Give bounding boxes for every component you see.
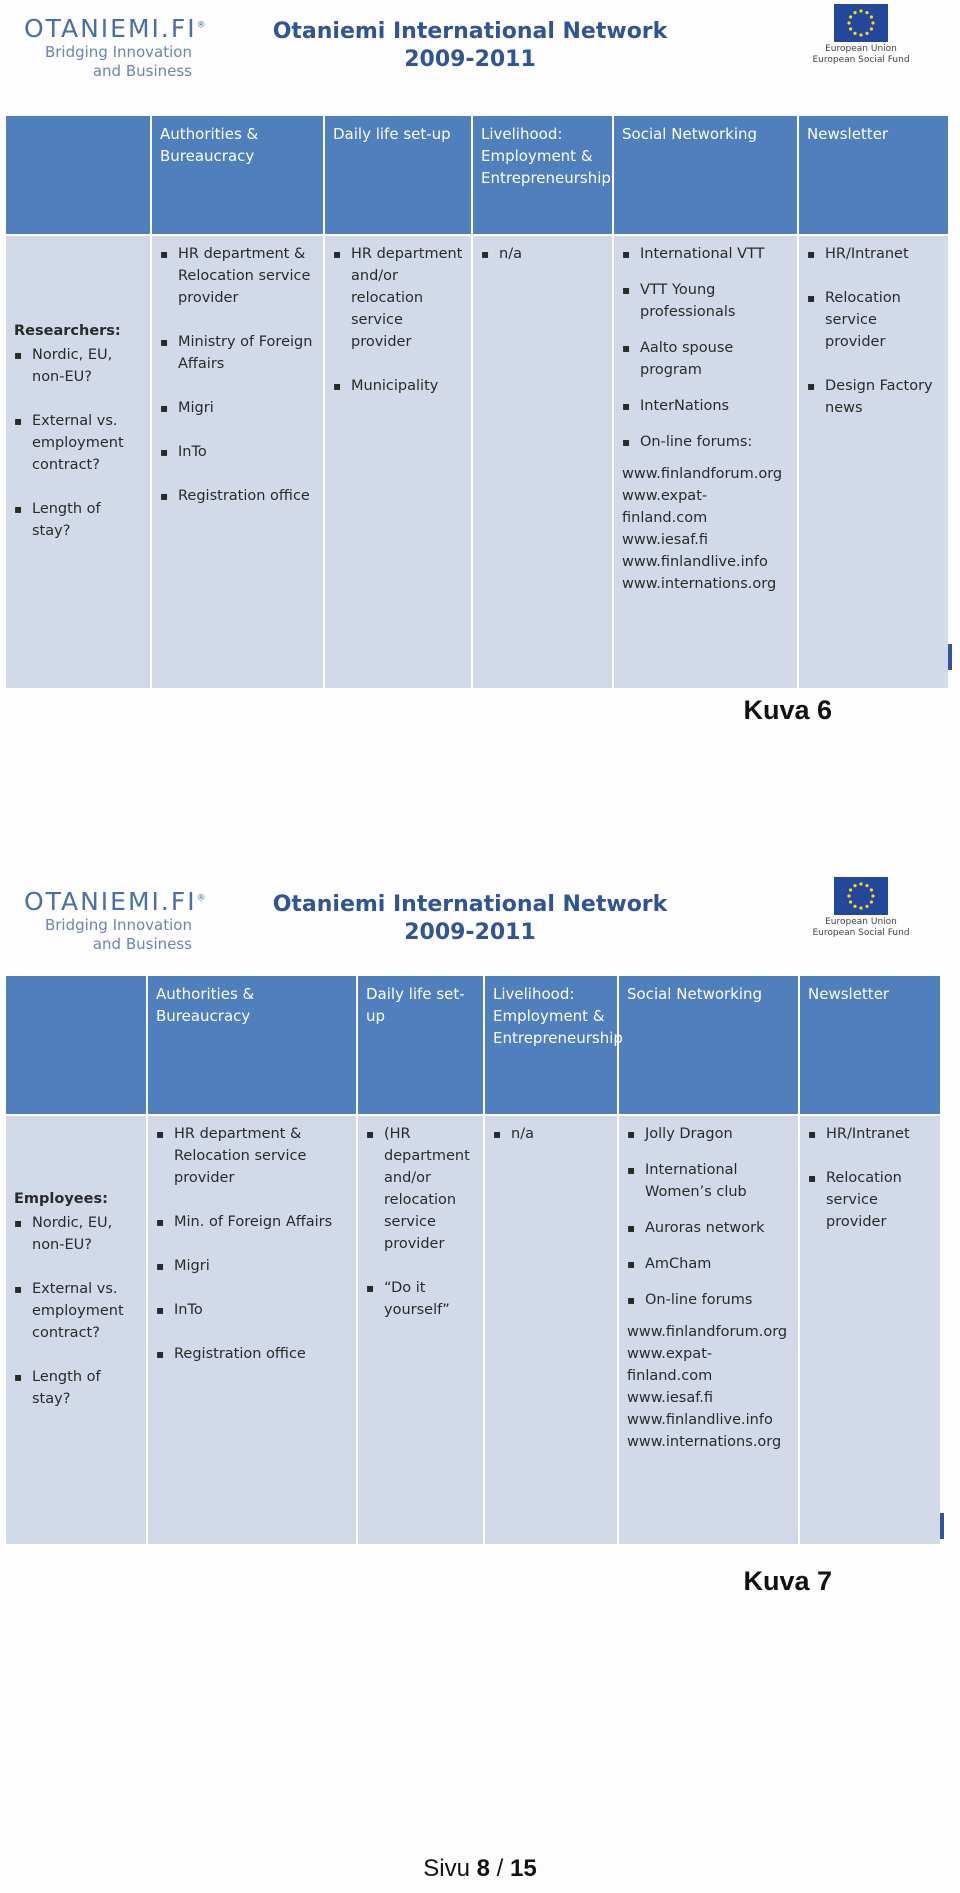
list-item: ▪ On-line forums: [622, 431, 789, 453]
cell-newsletter [798, 235, 949, 689]
list-item: ▪ Min. of Foreign Affairs [156, 1211, 348, 1233]
forum-link: www.expat-finland.com [627, 1346, 713, 1384]
forum-link: www.internations.org [622, 576, 777, 592]
forum-link: www.finlandlive.info [627, 1412, 773, 1428]
otaniemi-logo [24, 887, 206, 954]
otaniemi-logo [24, 14, 206, 81]
slide-kuva-6 [0, 0, 960, 725]
cell-daily-life [357, 1115, 484, 1545]
page-label: Sivu [423, 1855, 470, 1882]
col-livelihood: Livelihood: Employment & Entrepreneurship [484, 975, 618, 1115]
list-item: ▪ HR department and/or relocation service provider [333, 243, 463, 353]
list-item: ▪ International Women’s club [627, 1159, 790, 1203]
eu-flag-icon [834, 877, 888, 915]
network-title [250, 891, 690, 947]
forum-link: www.expat-finland.com [622, 488, 708, 526]
list-item: ▪ Relocation service provider [808, 1167, 932, 1233]
list-item: ▪ InTo [160, 441, 315, 463]
list-item: ▪ External vs. employment contract? [14, 1278, 138, 1344]
network-title [250, 18, 690, 74]
list-item: ▪ Relocation service provider [807, 287, 940, 353]
slide-edge-marker [948, 644, 952, 670]
list-item: ▪ n/a [493, 1123, 609, 1145]
list-item: ▪ Registration office [156, 1343, 348, 1365]
list-item: ▪ HR department & Relocation service provider [156, 1123, 348, 1189]
total-pages: 15 [510, 1855, 537, 1882]
eu-label: European Union [825, 44, 897, 54]
cell-livelihood [484, 1115, 618, 1545]
list-item: ▪ HR/Intranet [807, 243, 940, 265]
list-item: ▪ International VTT [622, 243, 789, 265]
network-years: 2009-2011 [404, 47, 536, 72]
row-title: Employees: [14, 1191, 108, 1207]
col-social-networking: Social Networking [618, 975, 799, 1115]
current-page: 8 [476, 1855, 490, 1882]
matrix-body-row [5, 235, 949, 689]
list-item: ▪ Migri [160, 397, 315, 419]
list-item: ▪ Auroras network [627, 1217, 790, 1239]
matrix-body-row [5, 1115, 941, 1545]
network-title-text: Otaniemi International Network [272, 19, 668, 44]
page-footer [0, 1855, 960, 1883]
logo-mark: ® [196, 20, 206, 31]
col-social-networking: Social Networking [613, 115, 798, 235]
list-item: ▪ “Do it yourself” [366, 1277, 475, 1321]
forum-link: www.iesaf.fi [627, 1390, 714, 1406]
cell-livelihood [472, 235, 613, 689]
list-item: ▪ InterNations [622, 395, 789, 417]
eu-label: European Union [825, 917, 897, 927]
col-newsletter: Newsletter [799, 975, 941, 1115]
logo-tagline-2: and Business [92, 935, 192, 953]
list-item: ▪ Municipality [333, 375, 463, 397]
forum-links [627, 1321, 790, 1453]
figure-caption: Kuva 7 [743, 1566, 832, 1596]
logo-main-text: OTANIEMI.FI [24, 887, 197, 916]
list-item: ▪ n/a [481, 243, 604, 265]
slide-kuva-7 [0, 873, 960, 1596]
list-item: ▪ Length of stay? [14, 1366, 138, 1410]
list-item: ▪ Ministry of Foreign Affairs [160, 331, 315, 375]
list-item: ▪ Registration office [160, 485, 315, 507]
col-authorities: Authorities & Bureaucracy [151, 115, 324, 235]
figure-caption: Kuva 6 [743, 695, 832, 725]
forum-links [622, 463, 789, 595]
forum-link: www.finlandforum.org [622, 466, 783, 482]
employees-matrix [4, 974, 942, 1546]
logo-mark: ® [196, 893, 206, 904]
list-item: ▪ InTo [156, 1299, 348, 1321]
page-separator: / [496, 1855, 504, 1882]
cell-social-networking [618, 1115, 799, 1545]
network-title-text: Otaniemi International Network [272, 892, 668, 917]
row-label-employees [5, 1115, 147, 1545]
matrix-header-row [5, 115, 949, 235]
col-daily-life: Daily life set-up [324, 115, 472, 235]
cell-authorities [151, 235, 324, 689]
matrix-header-row [5, 975, 941, 1115]
list-item: ▪ HR department & Relocation service provider [160, 243, 315, 309]
list-item: ▪ AmCham [627, 1253, 790, 1275]
researchers-matrix [4, 114, 950, 690]
list-item: ▪ Aalto spouse program [622, 337, 789, 381]
list-item: ▪ Migri [156, 1255, 348, 1277]
col-authorities: Authorities & Bureaucracy [147, 975, 357, 1115]
eu-flag-icon [834, 4, 888, 42]
cell-newsletter [799, 1115, 941, 1545]
forum-link: www.finlandforum.org [627, 1324, 788, 1340]
logo-tagline-1: Bridging Innovation [44, 916, 192, 934]
list-item: ▪ External vs. employment contract? [14, 410, 142, 476]
network-years: 2009-2011 [404, 920, 536, 945]
row-label-researchers [5, 235, 151, 689]
eu-emblem [806, 877, 916, 939]
cell-social-networking [613, 235, 798, 689]
cell-daily-life [324, 235, 472, 689]
forum-link: www.internations.org [627, 1434, 782, 1450]
forum-link: www.finlandlive.info [622, 554, 768, 570]
list-item: ▪ Jolly Dragon [627, 1123, 790, 1145]
logo-tagline-2: and Business [92, 62, 192, 80]
header-empty-cell [5, 975, 147, 1115]
eu-emblem [806, 4, 916, 66]
list-item: ▪ (HR department and/or relocation service provider [366, 1123, 475, 1255]
forum-link: www.iesaf.fi [622, 532, 709, 548]
esf-label: European Social Fund [812, 55, 910, 65]
list-item: ▪ Design Factory news [807, 375, 940, 419]
list-item: ▪ Nordic, EU, non-EU? [14, 344, 142, 388]
slide-edge-marker [940, 1513, 944, 1539]
row-title: Researchers: [14, 323, 121, 339]
cell-authorities [147, 1115, 357, 1545]
list-item: ▪ HR/Intranet [808, 1123, 932, 1145]
list-item: ▪ Length of stay? [14, 498, 142, 542]
logo-tagline-1: Bridging Innovation [44, 43, 192, 61]
header-empty-cell [5, 115, 151, 235]
col-livelihood: Livelihood: Employment & Entrepreneurship [472, 115, 613, 235]
list-item: ▪ Nordic, EU, non-EU? [14, 1212, 138, 1256]
esf-label: European Social Fund [812, 928, 910, 938]
list-item: ▪ VTT Young professionals [622, 279, 789, 323]
col-newsletter: Newsletter [798, 115, 949, 235]
col-daily-life: Daily life set-up [357, 975, 484, 1115]
list-item: ▪ On-line forums [627, 1289, 790, 1311]
logo-main-text: OTANIEMI.FI [24, 14, 197, 43]
